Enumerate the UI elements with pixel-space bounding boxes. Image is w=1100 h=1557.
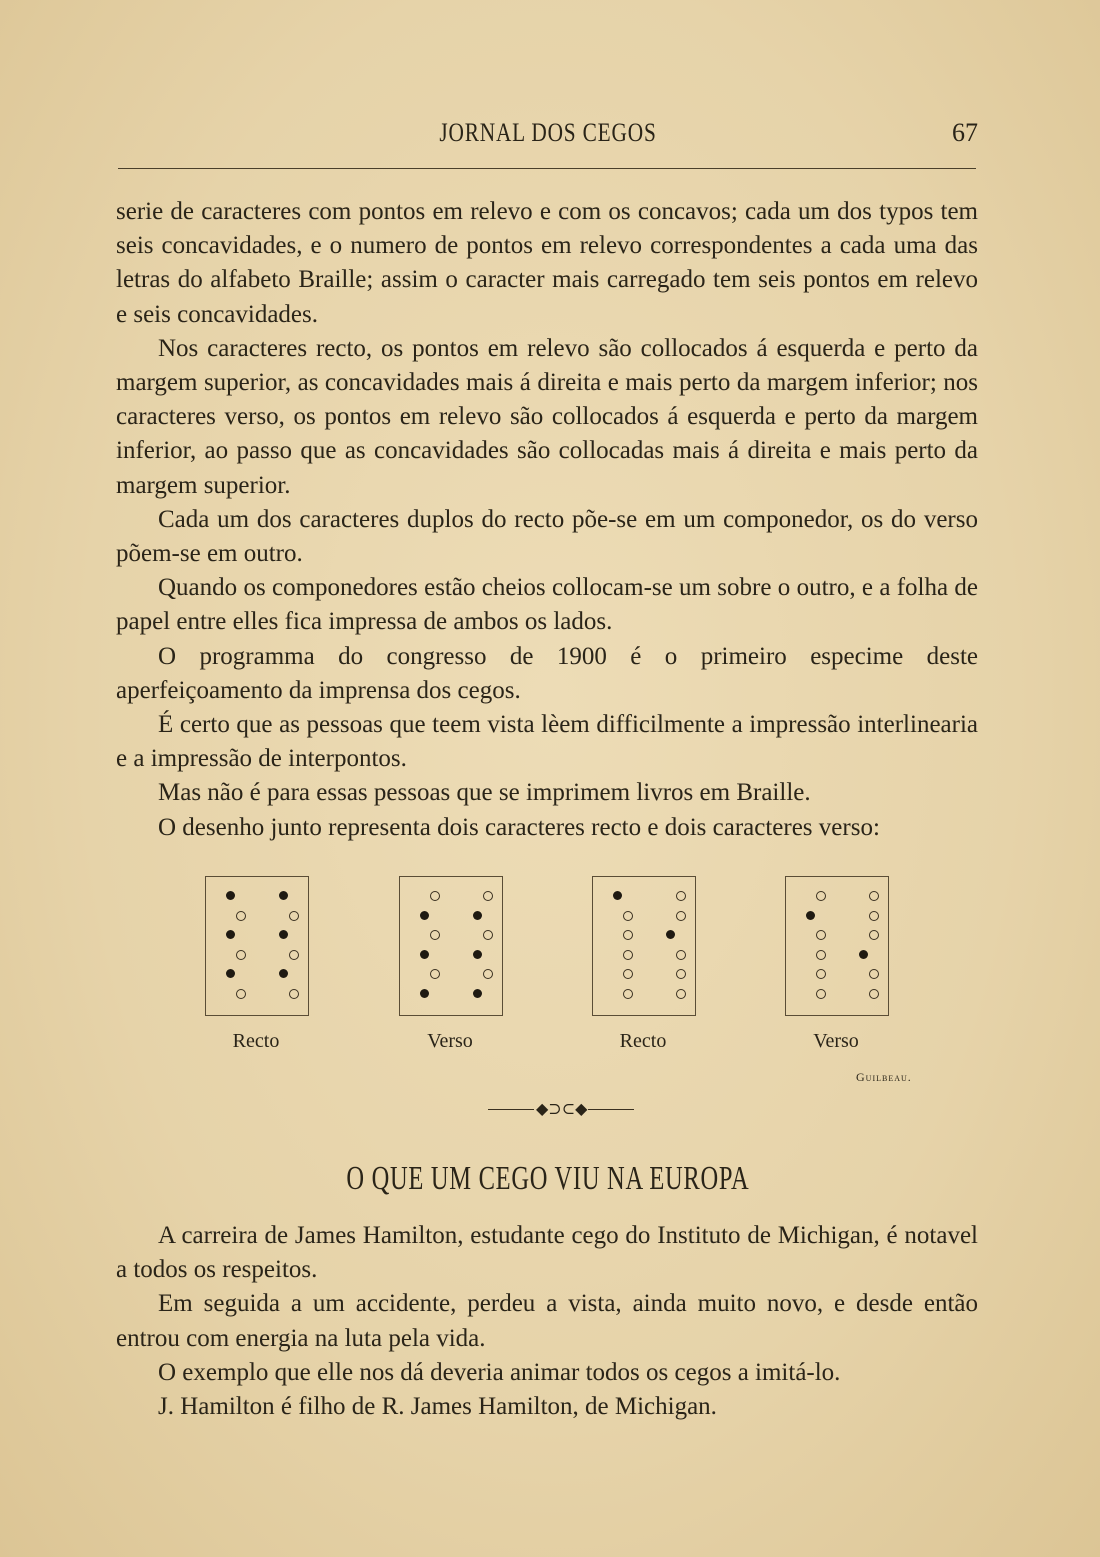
raised-dot (473, 911, 482, 920)
raised-dot (420, 950, 429, 959)
concavity (236, 911, 246, 921)
concavity (289, 989, 299, 999)
concavity (483, 969, 493, 979)
paragraph: serie de caracteres com pontos em relevo e com os concavos; cada um dos typos tem seis concavidades, e o numero de pontos em relevo correspondentes a cada uma das letras do alfabeto Braille; assim o caracter mais carregado tem seis pontos em relevo e seis concavidades. (116, 198, 978, 328)
page-number: 67 (952, 118, 978, 147)
concavity (869, 891, 879, 901)
paragraph: O exemplo que elle nos dá deveria animar todos os cegos a imitá-lo. (158, 1358, 841, 1386)
raised-dot (859, 950, 868, 959)
concavity (623, 989, 633, 999)
braille-glyph (785, 876, 889, 1016)
concavity (869, 969, 879, 979)
glyph-label: Recto (232, 1030, 280, 1052)
paragraph: Nos caracteres recto, os pontos em relevo são collocados á esquerda e perto da margem superior, as concavidades mais á direita e mais perto da margem inferior; nos caracteres verso, os pontos em relevo são collocados á esquerda e perto da margem inferior, ao passo que as concavidades são collocadas mais á direita e mais perto da margem superior. (116, 334, 978, 499)
concavity (676, 911, 686, 921)
concavity (483, 930, 493, 940)
braille-glyph (205, 876, 309, 1016)
section-ornament (488, 1100, 634, 1120)
raised-dot (226, 891, 235, 900)
raised-dot (666, 930, 675, 939)
braille-glyph (399, 876, 503, 1016)
braille-figure (205, 876, 905, 1066)
concavity (623, 969, 633, 979)
paragraph: O desenho junto representa dois caracteres recto e dois caracteres verso: (158, 813, 880, 841)
concavity (236, 989, 246, 999)
concavity (816, 969, 826, 979)
concavity (289, 911, 299, 921)
ornament-symbol: ◆⊃⊂◆ (536, 1101, 588, 1118)
paragraph: É certo que as pessoas que teem vista lèem difficilmente a impressão interlinearia e a impressão de interpontos. (116, 711, 978, 773)
raised-dot (279, 930, 288, 939)
concavity (676, 891, 686, 901)
figure-credit: Guilbeau. (856, 1070, 912, 1084)
raised-dot (613, 891, 622, 900)
ornament-line-right (588, 1109, 634, 1110)
concavity (289, 950, 299, 960)
paragraph: O programma do congresso de 1900 é o primeiro especime deste aperfeiçoamento da imprensa dos cegos. (116, 642, 978, 704)
concavity (623, 911, 633, 921)
raised-dot (279, 891, 288, 900)
running-title: JORNAL DOS CEGOS (439, 118, 657, 147)
raised-dot (420, 911, 429, 920)
raised-dot (806, 911, 815, 920)
paragraph: A carreira de James Hamilton, estudante cego do Instituto de Michigan, é notavel a todos os respeitos. (116, 1222, 978, 1284)
section-title-text: O QUE UM CEGO VIU NA EUROPA (346, 1160, 750, 1197)
raised-dot (473, 989, 482, 998)
concavity (869, 930, 879, 940)
raised-dot (420, 989, 429, 998)
raised-dot (226, 969, 235, 978)
concavity (676, 969, 686, 979)
concavity (483, 891, 493, 901)
glyph-label: Verso (427, 1030, 473, 1052)
raised-dot (279, 969, 288, 978)
concavity (236, 950, 246, 960)
paragraph: J. Hamilton é filho de R. James Hamilton, de Michigan. (158, 1393, 717, 1421)
glyph-label: Recto (619, 1030, 667, 1052)
concavity (869, 989, 879, 999)
paragraph: Em seguida a um accidente, perdeu a vista, ainda muito novo, e desde então entrou com energia na luta pela vida. (116, 1290, 978, 1352)
page-header (118, 118, 978, 154)
concavity (430, 930, 440, 940)
concavity (816, 891, 826, 901)
paragraph: Mas não é para essas pessoas que se imprimem livros em Braille. (158, 779, 811, 807)
raised-dot (226, 930, 235, 939)
ornament-line-left (488, 1109, 534, 1110)
concavity (676, 989, 686, 999)
concavity (869, 911, 879, 921)
section-title (118, 1160, 978, 1198)
concavity (430, 969, 440, 979)
concavity (430, 891, 440, 901)
section-body (116, 1219, 978, 1424)
concavity (816, 989, 826, 999)
concavity (623, 930, 633, 940)
braille-glyph (592, 876, 696, 1016)
paragraph: Cada um dos caracteres duplos do recto põe-se em um componedor, os do verso põem-se em outro. (116, 505, 978, 568)
paragraph: Quando os componedores estão cheios collocam-se um sobre o outro, e a folha de papel entre elles fica impressa de ambos os lados. (116, 574, 978, 636)
glyph-label: Verso (813, 1030, 859, 1052)
raised-dot (473, 950, 482, 959)
concavity (623, 950, 633, 960)
concavity (676, 950, 686, 960)
article-body (116, 195, 978, 845)
header-rule (118, 168, 976, 169)
concavity (816, 930, 826, 940)
concavity (816, 950, 826, 960)
